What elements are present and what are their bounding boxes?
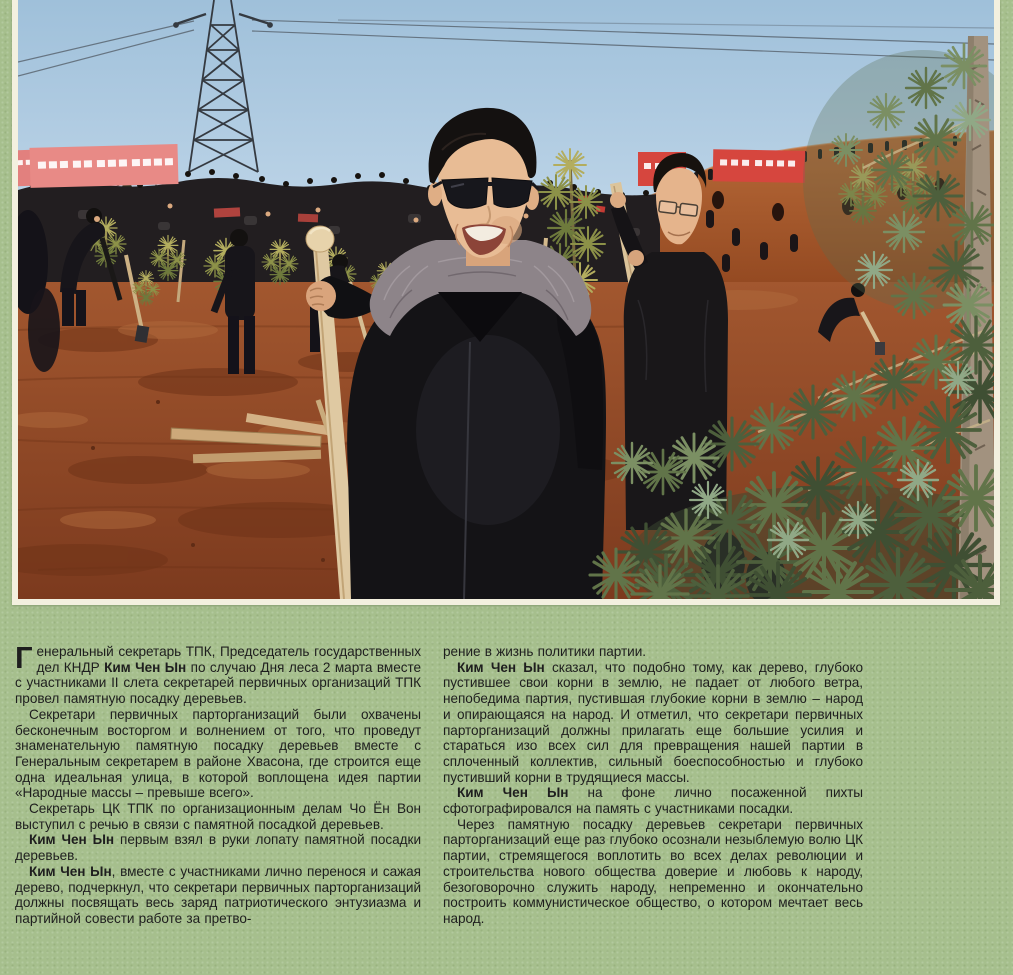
paragraph: Генеральный секретарь ТПК, Председатель государственных дел КНДР Ким Чен Ын по случаю Дня леса 2 марта вместе с участниками II слета секретарей первичных организаций ТПК провел памятную посадку деревьев. bbox=[15, 640, 422, 707]
paragraph: Ким Чен Ын сказал, что подобно тому, как дерево, глубоко пустившее свои корни в землю, не падает от любого ветра, непобедима партия, пустившая глубокие корни в землю – народ и опирающаяся на народ. И отметил, что секретари первичных парторганизаций должны прилагать еще большие усилия и стараться изо всех сил для превращения нашей партии в сплоченный коллектив, сильный боеспособностью и глубоко пустивший корни в трудящиеся массы. bbox=[443, 659, 864, 785]
paragraph: Ким Чен Ын первым взял в руки лопату памятной посадки деревьев. bbox=[15, 832, 421, 864]
banner-right bbox=[713, 149, 806, 183]
article-column-right bbox=[443, 644, 863, 927]
article-column-left bbox=[15, 640, 422, 927]
paragraph: Ким Чен Ын, вместе с участниками лично перенося и сажая дерево, подчеркнул, что секретари первичных парторганизаций должны посвящать весь заряд патриотического энтузиазма и партийной совести работе за претво- bbox=[15, 863, 421, 926]
photo-frame bbox=[12, 0, 1000, 605]
official-coat bbox=[624, 252, 728, 530]
banner-left bbox=[30, 144, 179, 188]
paragraph: Через памятную посадку деревьев секретари первичных парторганизаций еще раз глубоко осознали незыблемую волю ЦК партии, стремящегося воплотить во всех делах революции и строительства нового общества доверие и любовь к народу, безоговорочно служить народу, непременно и окончательно построить коммунистическое общество, о котором мечтает весь народ. bbox=[443, 816, 863, 926]
photo-scene bbox=[18, 0, 994, 599]
paragraph: Секретарь ЦК ТПК по организационным делам Чо Ён Вон выступил с речью в связи с памятной посадкой деревьев. bbox=[15, 801, 421, 832]
drop-cap: Г bbox=[15, 640, 33, 675]
paragraph: рение в жизнь политики партии. bbox=[443, 644, 646, 659]
paragraph: Секретари первичных парторганизаций были охвачены бесконечным восторгом и волнением от того, что проведут знаменательную памятную посадку деревьев вместе с Генеральным секретарем в районе Хвасона, где строится еще одна идеальная улица, в которой воплощена идея партии «Народные массы – превыше всего». bbox=[15, 706, 421, 801]
paragraph: Ким Чен Ын на фоне лично посаженной пихты сфотографировался на память с участниками посадки. bbox=[443, 785, 863, 817]
